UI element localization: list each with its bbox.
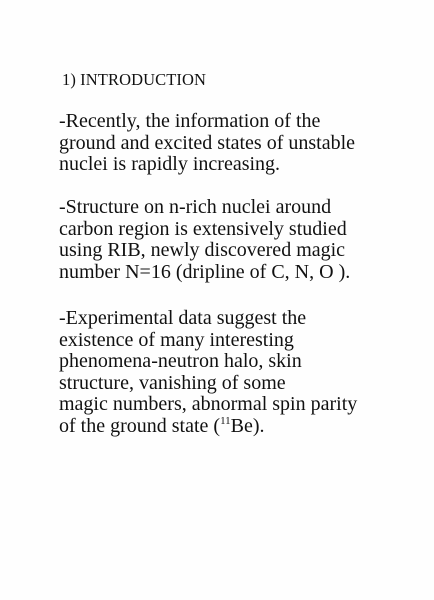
text-line-with-isotope	[59, 416, 419, 441]
text-line: carbon region is extensively studied	[59, 217, 347, 240]
text-line: phenomena-neutron halo, skin	[59, 350, 302, 372]
isotope-prefix: of the ground state (	[59, 414, 221, 437]
text-line: number N=16 (dripline of C, N, O ).	[59, 260, 351, 283]
isotope-mass-number: 11	[220, 414, 231, 427]
text-line: structure, vanishing of some	[59, 371, 286, 394]
isotope-suffix: Be).	[230, 414, 265, 437]
paragraph-recently	[59, 111, 419, 176]
section-heading: 1) INTRODUCTION	[62, 70, 207, 89]
text-line: magic numbers, abnormal spin parity	[59, 393, 358, 415]
paragraph-experimental	[59, 308, 419, 440]
text-line: -Structure on n-rich nuclei around	[59, 196, 332, 218]
text-line: ground and excited states of unstable	[59, 131, 356, 154]
text-line: existence of many interesting	[59, 328, 294, 351]
text-line: using RIB, newly discovered magic	[59, 239, 346, 261]
paragraph-structure	[59, 197, 419, 283]
text-line: -Experimental data suggest the	[59, 307, 307, 329]
text-line: -Recently, the information of the	[59, 110, 321, 132]
text-line: nuclei is rapidly increasing.	[59, 153, 281, 175]
